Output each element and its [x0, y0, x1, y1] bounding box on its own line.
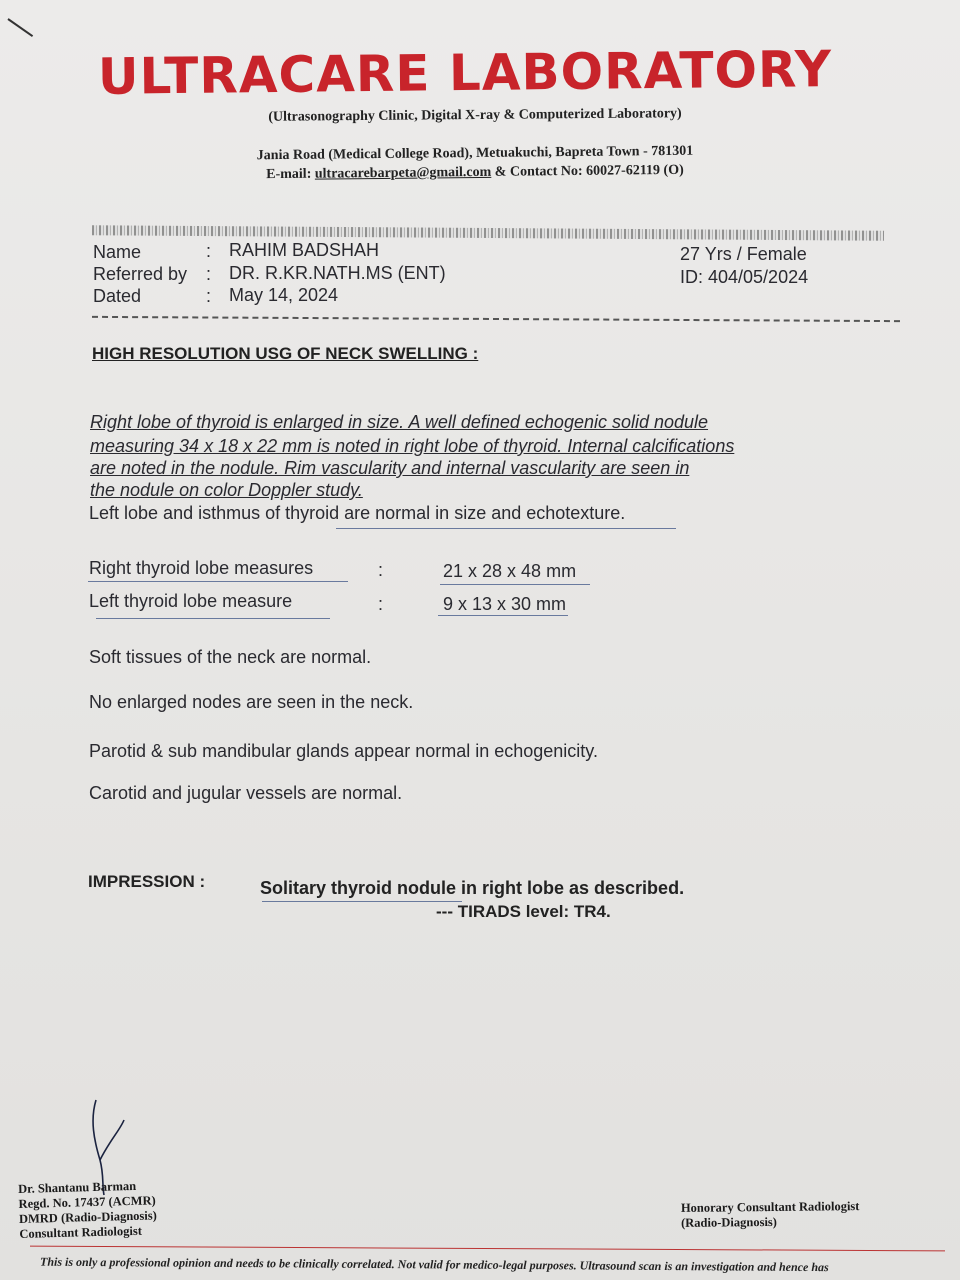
pen-underline: [336, 528, 676, 529]
email-label: E-mail:: [266, 166, 315, 183]
name-label: Name: [93, 242, 142, 262]
patient-id: ID: 404/05/2024: [680, 267, 809, 287]
honorary-dept: (Radio-Diagnosis): [681, 1214, 777, 1230]
pen-underline: [262, 901, 462, 902]
referred-label: Referred by: [93, 264, 188, 284]
left-lobe-label: Left thyroid lobe measure: [89, 591, 293, 611]
lab-tagline: (Ultrasonography Clinic, Digital X-ray & Computerized Laboratory): [268, 106, 682, 125]
lab-name: ULTRACARE LABORATORY: [97, 40, 833, 106]
email-link[interactable]: ultracarebarpeta@gmail.com: [314, 164, 492, 182]
decorative-pattern-strip: [92, 225, 884, 241]
footer-divider: [30, 1246, 945, 1252]
honorary-block: [681, 1199, 860, 1231]
report-date: May 14, 2024: [229, 285, 339, 305]
impression-text: Solitary thyroid nodule in right lobe as described.: [260, 878, 685, 898]
signatory-degree: DMRD (Radio-Diagnosis): [18, 1208, 157, 1226]
age-sex: 27 Yrs / Female: [680, 244, 807, 264]
vessels-note: Carotid and jugular vessels are normal.: [89, 783, 403, 803]
soft-tissue-note: Soft tissues of the neck are normal.: [89, 647, 372, 667]
right-lobe-label: Right thyroid lobe measures: [89, 558, 314, 578]
patient-name: RAHIM BADSHAH: [229, 240, 380, 260]
section-divider: [92, 316, 900, 322]
signatory-block: [18, 1178, 157, 1242]
pen-underline: [440, 584, 590, 585]
measure-colon: :: [378, 594, 384, 614]
footer-disclaimer: This is only a professional opinion and needs to be clinically correlated. Not valid for medico-legal purposes. Ultrasound scan is an investigation and hence has: [39, 1254, 829, 1275]
pen-underline: [438, 615, 568, 616]
impression-label: IMPRESSION :: [88, 872, 206, 891]
honorary-title: Honorary Consultant Radiologist: [680, 1199, 860, 1215]
referred-colon: :: [206, 264, 212, 284]
lab-address: Jania Road (Medical College Road), Metuakuchi, Bapreta Town - 781301: [256, 143, 694, 164]
right-lobe-value: 21 x 28 x 48 mm: [443, 561, 577, 581]
left-lobe-note: Left lobe and isthmus of thyroid are normal in size and echotexture.: [89, 503, 626, 523]
nodes-note: No enlarged nodes are seen in the neck.: [89, 692, 414, 712]
finding-line: are noted in the nodule. Rim vascularity and internal vascularity are seen in: [90, 458, 690, 478]
corner-pen-mark: [7, 18, 33, 37]
dated-colon: :: [206, 286, 212, 306]
referred-by: DR. R.KR.NATH.MS (ENT): [229, 263, 446, 283]
signatory-role: Consultant Radiologist: [19, 1223, 143, 1241]
name-colon: :: [206, 241, 212, 261]
signatory-name: Dr. Shantanu Barman: [18, 1178, 137, 1196]
finding-line: Right lobe of thyroid is enlarged in size. A well defined echogenic solid nodule: [90, 412, 709, 432]
contact-number: & Contact No: 60027-62119 (O): [491, 162, 684, 180]
tirads-level: --- TIRADS level: TR4.: [436, 902, 611, 921]
parotid-note: Parotid & sub mandibular glands appear normal in echogenicity.: [89, 741, 598, 761]
report-heading: HIGH RESOLUTION USG OF NECK SWELLING :: [92, 344, 479, 363]
measure-colon: :: [378, 560, 384, 580]
finding-line: the nodule on color Doppler study.: [90, 480, 363, 500]
left-lobe-value: 9 x 13 x 30 mm: [443, 594, 567, 614]
pen-underline: [96, 618, 330, 619]
pen-underline: [88, 581, 348, 582]
signatory-regd: Regd. No. 17437 (ACMR): [18, 1193, 156, 1211]
dated-label: Dated: [93, 286, 142, 306]
finding-line: measuring 34 x 18 x 22 mm is noted in right lobe of thyroid. Internal calcifications: [90, 436, 735, 456]
